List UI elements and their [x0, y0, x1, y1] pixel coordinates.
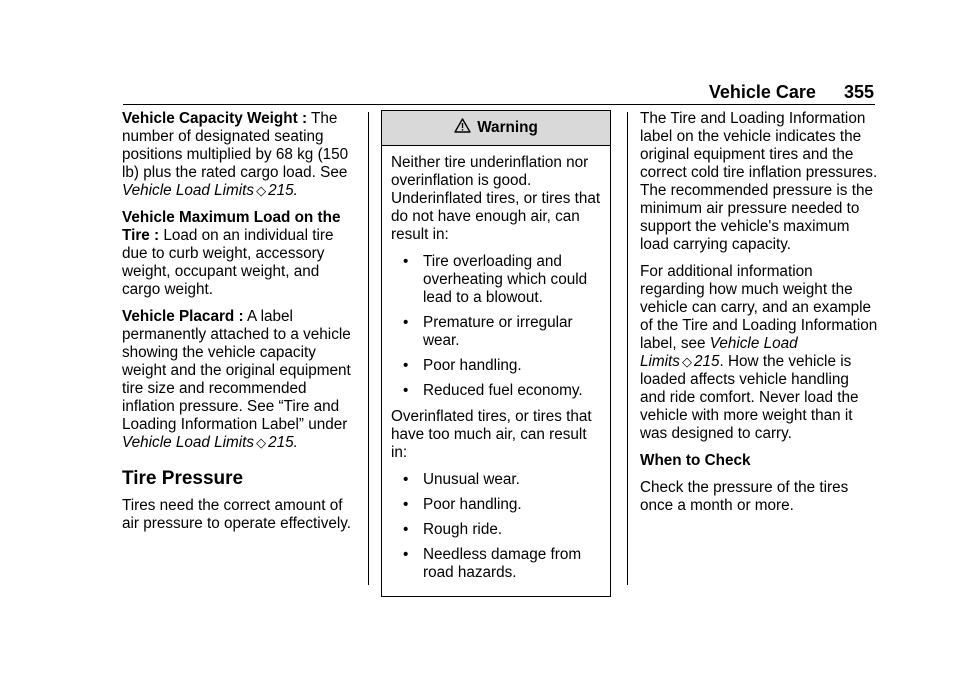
- list-item: • Tire overloading and overheating which could lead to a blowout.: [391, 253, 601, 307]
- column-divider: [627, 112, 628, 585]
- page-reference-icon: ◇: [256, 435, 267, 450]
- warning-title: Warning: [477, 119, 538, 136]
- section-title: Vehicle Care: [708, 82, 816, 102]
- warning-intro: Overinflated tires, or tires that have too much air, can result in:: [391, 408, 592, 461]
- cross-reference-link[interactable]: Vehicle Load Limits: [640, 335, 798, 370]
- page-header: [709, 81, 874, 103]
- term: Vehicle Placard :: [122, 308, 244, 325]
- header-rule: [123, 104, 875, 105]
- warning-box: [381, 110, 611, 597]
- page-reference-icon: ◇: [681, 354, 692, 369]
- page-reference[interactable]: 215: [693, 353, 720, 370]
- list-item: • Rough ride.: [391, 521, 601, 539]
- list-item: • Poor handling.: [391, 357, 601, 375]
- cross-reference-link[interactable]: Vehicle Load Limits: [122, 182, 255, 199]
- warning-header: [382, 111, 610, 146]
- subheading: When to Check: [640, 452, 751, 469]
- list-item: • Reduced fuel economy.: [391, 382, 601, 400]
- bullet-list: [391, 253, 601, 400]
- page-number: 355: [843, 82, 874, 102]
- bullet-list: [391, 471, 601, 582]
- cross-reference-link[interactable]: Vehicle Load Limits: [122, 434, 255, 451]
- page-reference-icon: ◇: [256, 183, 267, 198]
- term: Vehicle Capacity Weight :: [122, 110, 308, 127]
- list-item: • Premature or irregular wear.: [391, 314, 601, 350]
- warning-body: [382, 146, 610, 596]
- definition-vehicle-placard: Vehicle Placard : A label permanently attached to a vehicle showing the vehicle capacity weight and the original equipment tire size and recommended inflation pressure. See “Tire and Loading Information Label” under Vehicle Load Limits ◇ 215.: [122, 308, 351, 451]
- section-heading: Tire Pressure: [122, 468, 244, 489]
- list-item: • Needless damage from road hazards.: [391, 546, 601, 582]
- list-item: • Poor handling.: [391, 496, 601, 514]
- body-paragraph: For additional information regarding how much weight the vehicle can carry, and an example of the Tire and Loading Information label, see Vehicle Load Limits ◇ 215. How the vehicle is loaded affects vehicle handling and ride comfort. Never load the vehicle with more weight than it was designed to carry.: [640, 263, 878, 442]
- definition-vehicle-max-load: Vehicle Maximum Load on the Tire : Load on an individual tire due to curb weight, accessory weight, occupant weight, and cargo weight.: [122, 209, 341, 298]
- page-reference[interactable]: 215: [268, 434, 294, 451]
- column-divider: [368, 112, 369, 585]
- body-paragraph: Tires need the correct amount of air pressure to operate effectively.: [122, 497, 352, 532]
- list-item: • Unusual wear.: [391, 471, 601, 489]
- column-3: [640, 110, 878, 524]
- warning-icon: [454, 118, 471, 138]
- page-reference[interactable]: 215: [268, 182, 294, 199]
- term: Vehicle Maximum Load on the Tire :: [122, 209, 341, 244]
- warning-intro: Neither tire underinflation nor overinflation is good. Underinflated tires, or tires that do not have enough air, can result in:: [391, 154, 601, 243]
- definition-vehicle-capacity-weight: Vehicle Capacity Weight : The number of designated seating positions multiplied by 68 kg (150 lb) plus the rated cargo load. See Vehicle Load Limits ◇ 215.: [122, 110, 349, 199]
- column-2: [381, 110, 613, 597]
- column-1: [122, 110, 356, 542]
- body-paragraph: The Tire and Loading Information label on the vehicle indicates the original equipment tires and the correct cold tire inflation pressures. The recommended pressure is the minimum air pressure needed to support the vehicle's maximum load carrying capacity.: [640, 110, 878, 253]
- body-paragraph: Check the pressure of the tires once a month or more.: [640, 479, 849, 514]
